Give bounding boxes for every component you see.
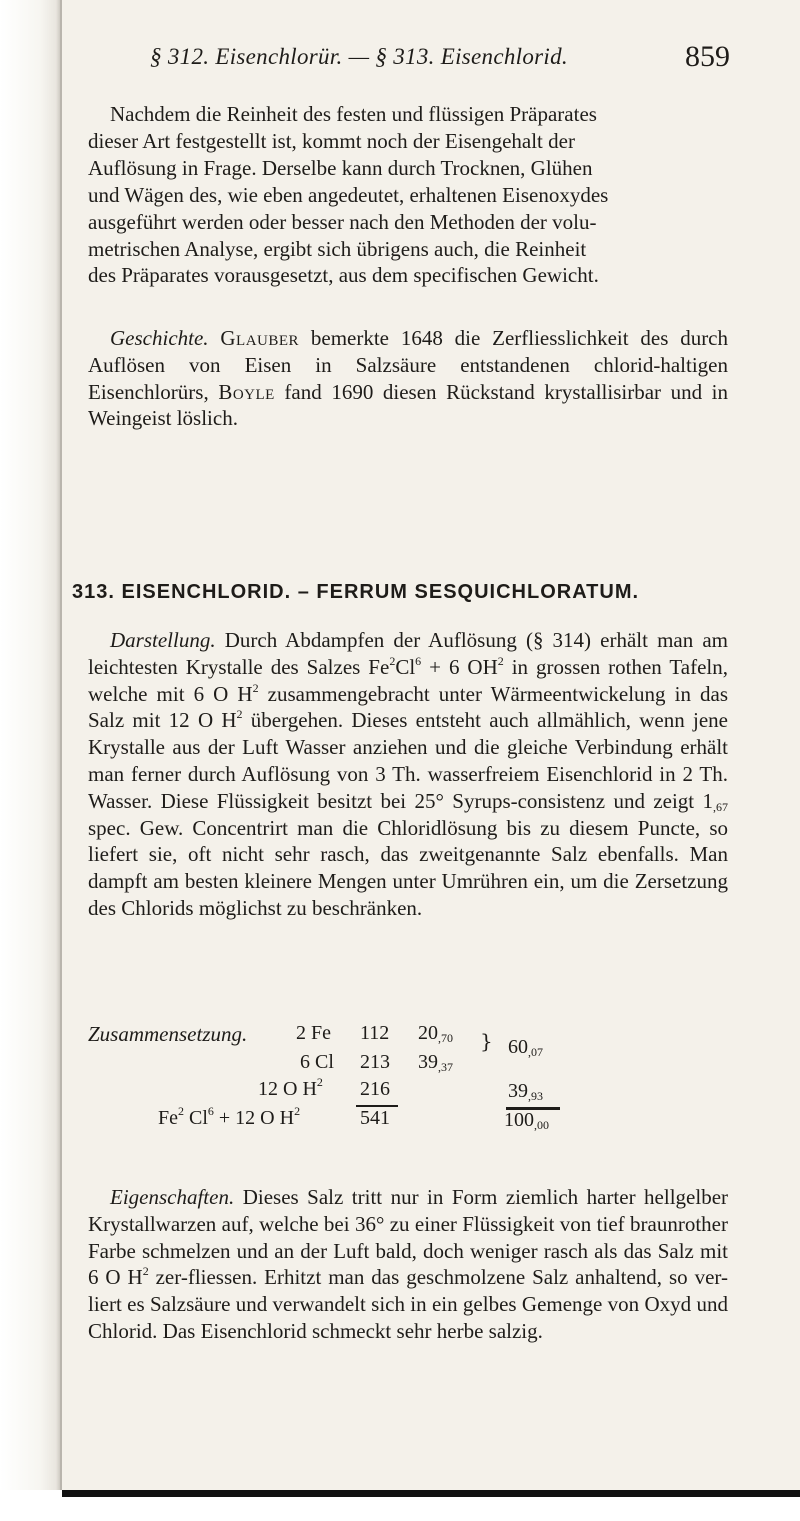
superscript: 2 <box>236 707 243 722</box>
superscript: 6 <box>207 1104 214 1118</box>
page-number: 859 <box>685 40 730 73</box>
percent-dec: ,37 <box>438 1060 453 1074</box>
reinheit-line: metrischen Analyse, ergibt sich übrigens auch, die Reinheit <box>88 237 587 261</box>
eigenschaften-heading: Eigenschaften. <box>110 1185 235 1209</box>
superscript: 6 <box>415 653 422 668</box>
formula-cl: 6 Cl <box>300 1051 334 1073</box>
eigenschaften-text: zer-fliessen. Erhitzt man das geschmolzene Salz anhaltend, so ver-liert es Salzsäure und verwandelt sich in ein gelbes Gemenge von Oxyd und Chlorid. Das Eisenchlorid schmeckt sehr herbe salzig. <box>88 1265 728 1343</box>
percent-int: 39 <box>508 1080 528 1102</box>
composition-table <box>88 1022 728 1172</box>
reinheit-line: Auflösung in Frage. Derselbe kann durch Trocknen, Glühen <box>88 156 593 180</box>
geschichte-text-2: fand 1690 diesen Rückstand krystallisirbar und in Weingeist löslich. <box>88 379 729 431</box>
weight-h2o: 216 <box>360 1078 390 1100</box>
superscript: 2 <box>316 1075 323 1089</box>
superscript: 2 <box>294 1104 301 1118</box>
darstellung-heading: Darstellung. <box>110 628 216 652</box>
superscript: 2 <box>497 653 504 668</box>
subtotal-int: 60 <box>508 1036 528 1058</box>
formula-total <box>158 1104 301 1130</box>
geschichte-text-1: bemerkte 1648 die Zerfliesslichkeit des durch Auflösen von Eisen in Salzsäure entstandenen chlorid-haltigen Eisenchlorürs, <box>88 326 729 404</box>
running-title: § 312. Eisenchlorür. — § 313. Eisenchlorid. <box>150 44 568 69</box>
formula-fe: 2 Fe <box>296 1022 331 1044</box>
darstellung-text: Durch Abdampfen der Auflösung (§ 314) erhält man am leichtesten Krystalle des Salzes Fe <box>88 628 728 679</box>
darstellung-text: zusammengebracht unter Wärmeentwickelung in das Salz mit 12 O H <box>88 681 728 733</box>
superscript: 2 <box>178 1104 184 1118</box>
reinheit-line: ausgeführt werden oder besser nach den Methoden der volu- <box>88 210 597 234</box>
percent-total <box>504 1109 549 1132</box>
section-heading <box>72 581 740 604</box>
superscript: 2 <box>252 680 259 695</box>
paragraph-geschichte <box>88 325 728 432</box>
brace-icon: } <box>480 1029 493 1053</box>
percent-h2o <box>508 1080 543 1103</box>
superscript: 2 <box>142 1264 149 1279</box>
paragraph-eigenschaften <box>88 1184 728 1345</box>
percent-dec: ,70 <box>438 1031 453 1045</box>
formula-text: 12 O H <box>258 1078 317 1100</box>
darstellung-text: übergehen. Dieses entsteht auch allmählich, wenn jene Krystalle aus der Luft Wasser anziehen und die gleiche Verbindung erhält man ferner durch Auflösung von 3 Th. wasserfreiem Eisenchlorid in 2 Th. Wasser. Diese Flüssigkeit besitzt bei 25° Syrups-consistenz und zeigt 1 <box>88 708 728 813</box>
percent-cl <box>418 1051 453 1074</box>
scan-edge-bar <box>62 1490 800 1497</box>
formula-text: Cl <box>184 1107 208 1129</box>
formula-text: + 12 O H <box>213 1107 295 1129</box>
subtotal-fe-cl <box>508 1036 543 1059</box>
percent-int: 20 <box>418 1022 438 1044</box>
formula-h2o <box>258 1075 323 1101</box>
composition-label: Zusammensetzung. <box>88 1022 248 1046</box>
eigenschaften-text: Dieses Salz tritt nur in Form ziemlich harter hellgelber Krystallwarzen auf, welche bei 36° zu einer Flüssigkeit von tief braunrother Farbe schmelzen und an der Luft bald, doch weniger rasch als das Salz mit 6 O H <box>88 1185 729 1290</box>
geschichte-heading: Geschichte. <box>110 326 209 350</box>
paragraph-darstellung <box>88 627 728 922</box>
reinheit-line: Nachdem die Reinheit des festen und flüssigen Präparates <box>110 102 597 126</box>
author-boyle: Boyle <box>218 379 275 404</box>
section-number: 313. <box>72 581 115 603</box>
reinheit-line: des Präparates vorausgesetzt, aus dem specifischen Gewicht. <box>88 263 599 287</box>
percent-int: 100 <box>504 1109 534 1131</box>
subscript: ,67 <box>713 799 728 814</box>
weight-cl: 213 <box>360 1051 390 1073</box>
percent-dec: ,93 <box>528 1089 543 1103</box>
binding-edge <box>60 0 62 1521</box>
darstellung-text: + 6 OH <box>421 654 498 679</box>
darstellung-text: spec. Gew. Concentrirt man die Chloridlösung bis zu diesem Puncte, so liefert sie, oft nicht sehr rasch, das zweitgenannte Salz ebenfalls. Man dampft am besten kleinere Mengen unter Umrühren ein, um die Zersetzung des Chlorids möglichst zu beschränken. <box>88 815 728 920</box>
page-header <box>150 42 730 82</box>
reinheit-line: dieser Art festgestellt ist, kommt noch der Eisengehalt der <box>88 129 575 153</box>
percent-dec: ,00 <box>534 1118 549 1132</box>
weight-fe: 112 <box>360 1022 390 1044</box>
weight-total: 541 <box>360 1107 390 1129</box>
page-gutter <box>0 0 62 1521</box>
reinheit-line: und Wägen des, wie eben angedeutet, erhaltenen Eisenoxydes <box>88 183 609 207</box>
subtotal-dec: ,07 <box>528 1045 543 1059</box>
superscript: 2 <box>389 653 396 668</box>
section-title: EISENCHLORID. – FERRUM SESQUICHLORATUM. <box>121 581 640 603</box>
percent-fe <box>418 1022 453 1045</box>
author-glauber: Glauber <box>220 326 300 350</box>
darstellung-text: in grossen rothen Tafeln, welche mit 6 O H <box>88 654 728 706</box>
formula-text: Fe <box>158 1107 178 1129</box>
percent-int: 39 <box>418 1051 438 1073</box>
darstellung-text: Cl <box>395 654 416 679</box>
